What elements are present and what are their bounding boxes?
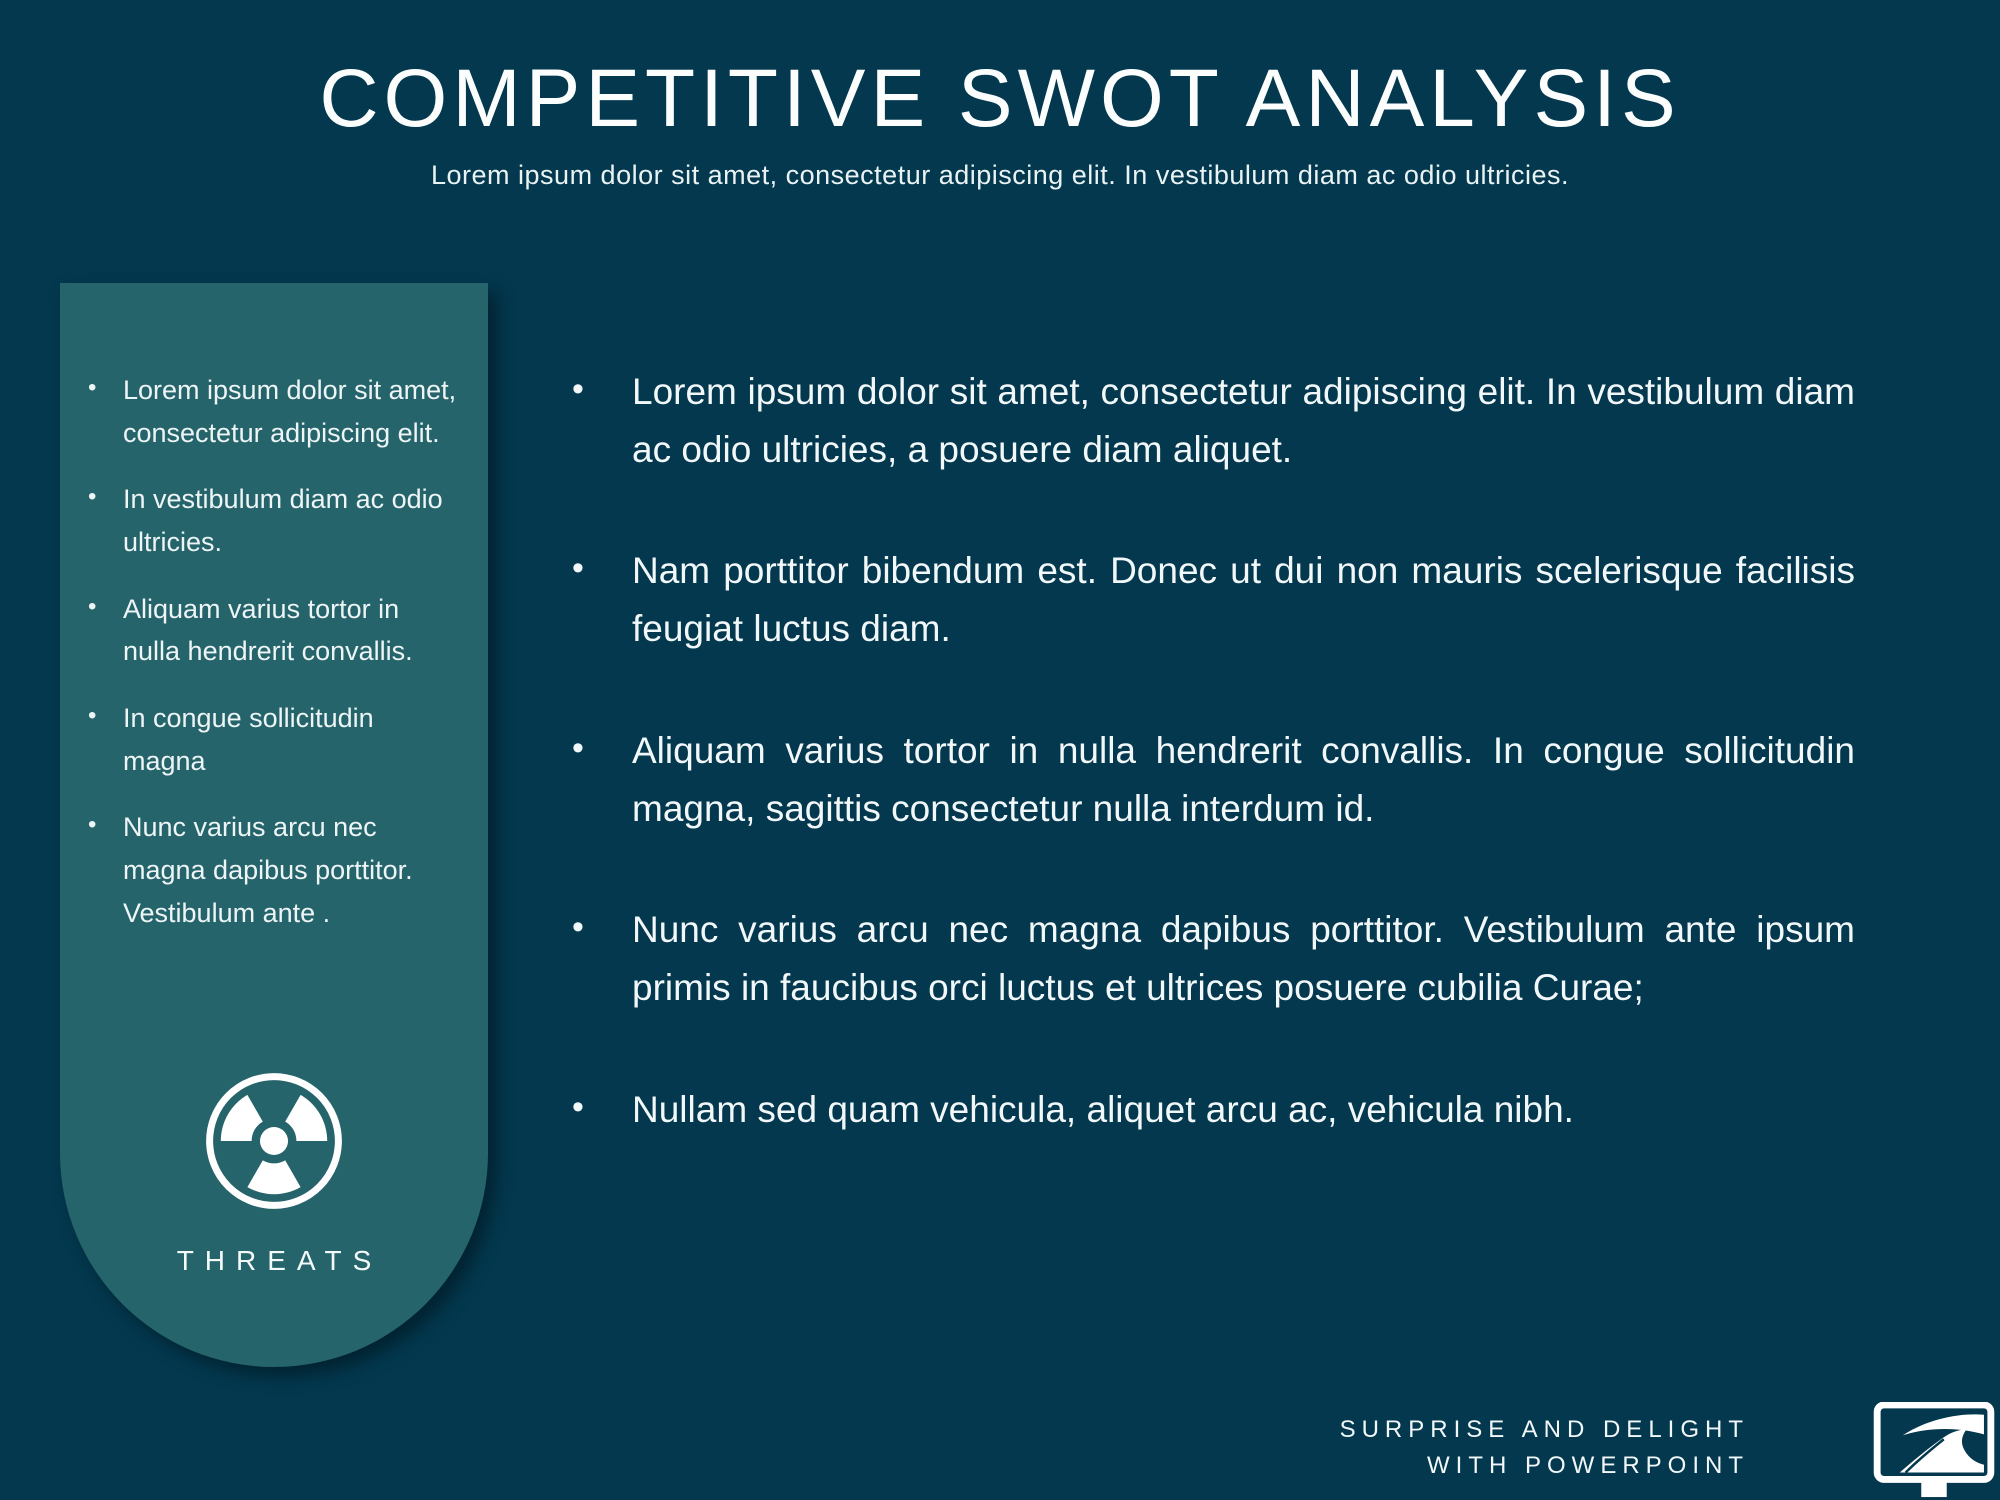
bullet-icon: • — [572, 728, 584, 767]
bullet-icon: • — [88, 483, 97, 511]
list-item-text: Lorem ipsum dolor sit amet, consectetur adipiscing elit. — [123, 375, 457, 448]
list-item — [88, 369, 462, 454]
footer-tagline — [1340, 1412, 1749, 1484]
list-item — [560, 722, 1855, 837]
list-item-text: Lorem ipsum dolor sit amet, consectetur adipiscing elit. In vestibulum diam ac odio ultricies, a posuere diam aliquet. — [632, 371, 1855, 470]
list-item-text: Aliquam varius tortor in nulla hendrerit convallis. In congue sollicitudin magna, sagittis consectetur nulla interdum id. — [632, 729, 1855, 829]
list-item-text: Nam porttitor bibendum est. Donec ut dui non mauris scelerisque facilisis feugiat luctus diam. — [632, 550, 1855, 650]
page-title: COMPETITIVE SWOT ANALYSIS — [319, 53, 1681, 144]
footer-tagline-line2: WITH POWERPOINT — [1427, 1452, 1749, 1479]
monitor-road-logo — [1873, 1402, 1995, 1500]
list-item-text: In congue sollicitudin magna — [123, 702, 374, 776]
main-bullet-list — [560, 363, 1855, 1202]
bullet-icon: • — [572, 1087, 584, 1126]
list-item — [88, 697, 462, 782]
bullet-icon: • — [572, 908, 584, 947]
bullet-icon: • — [88, 374, 97, 401]
list-item — [560, 1081, 1855, 1139]
list-item-text: In vestibulum diam ac odio ultricies. — [123, 484, 443, 557]
list-item — [88, 806, 462, 934]
list-item — [88, 588, 462, 673]
bullet-icon: • — [88, 811, 97, 839]
list-item-text: Aliquam varius tortor in nulla hendrerit convallis. — [123, 593, 413, 667]
list-item — [88, 478, 462, 563]
list-item — [560, 901, 1855, 1016]
list-item — [560, 542, 1855, 657]
list-item — [560, 363, 1855, 478]
bullet-icon: • — [572, 370, 584, 408]
threats-label: THREATS — [176, 1245, 383, 1276]
radiation-icon — [204, 1071, 344, 1211]
threats-list — [60, 283, 488, 934]
footer-tagline-line1: SURPRISE AND DELIGHT — [1339, 1416, 1749, 1443]
threats-panel — [60, 283, 488, 1367]
list-item-text: Nullam sed quam vehicula, aliquet arcu ac, vehicula nibh. — [632, 1088, 1574, 1130]
bullet-icon: • — [88, 701, 97, 729]
bullet-icon: • — [572, 549, 584, 588]
list-item-text: Nunc varius arcu nec magna dapibus porttitor. Vestibulum ante ipsum primis in faucibus orci luctus et ultrices posuere cubilia Curae; — [632, 909, 1855, 1009]
bullet-icon: • — [88, 592, 97, 620]
page-subtitle: Lorem ipsum dolor sit amet, consectetur adipiscing elit. In vestibulum diam ac odio ultricies. — [431, 160, 1569, 190]
list-item-text: Nunc varius arcu nec magna dapibus porttitor. Vestibulum ante . — [123, 812, 413, 928]
